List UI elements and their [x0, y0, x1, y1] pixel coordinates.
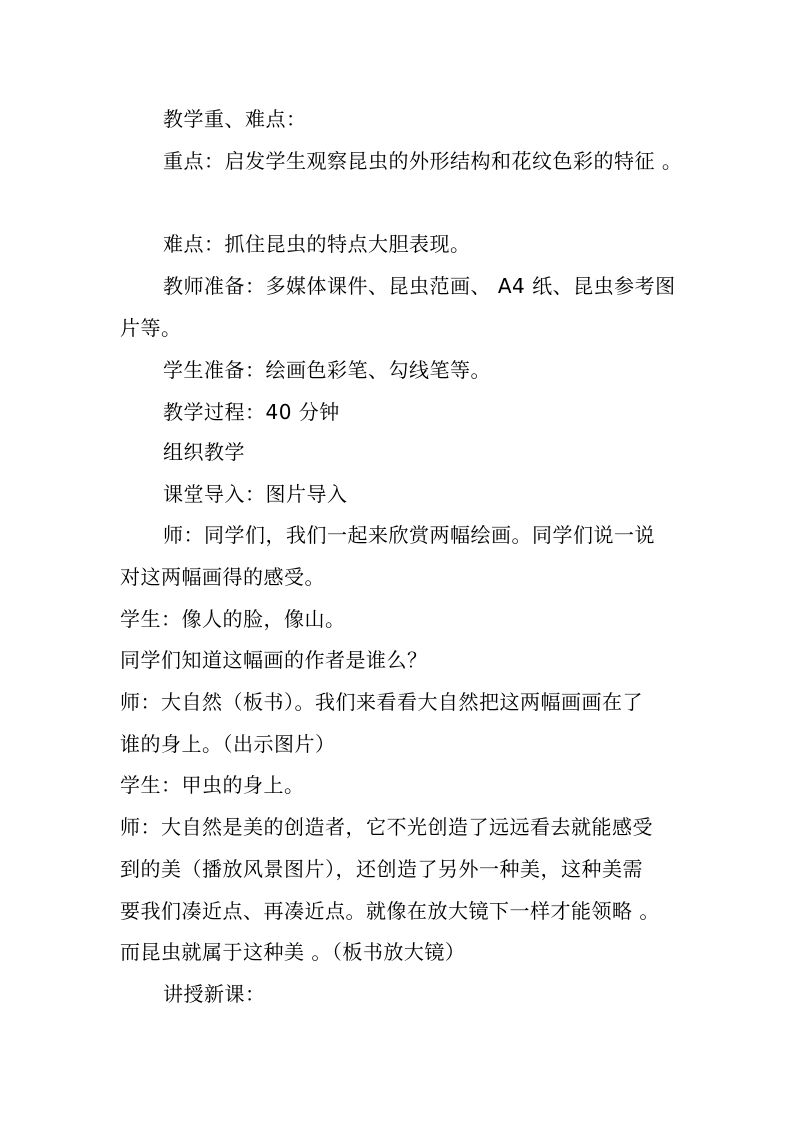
dialogue-teacher-1-line2: 对这两幅画得的感受。 — [120, 565, 325, 589]
paragraph-difficulty: 难点：抓住昆虫的特点大胆表现。 — [163, 232, 471, 256]
dialogue-student-1: 学生：像人的脸，像山。 — [120, 607, 346, 631]
paragraph-key-point: 重点：启发学生观察昆虫的外形结构和花纹色彩的特征 。 — [163, 149, 683, 173]
dialogue-teacher-3-line1: 师：大自然是美的创造者，它不光创造了远远看去就能感受 — [120, 815, 653, 839]
paragraph-student-prep: 学生准备：绘画色彩笔、勾线笔等。 — [163, 358, 491, 382]
section-heading-new-lesson: 讲授新课： — [163, 982, 266, 1006]
paragraph-lesson-intro: 课堂导入：图片导入 — [163, 482, 348, 506]
paragraph-organize-teaching: 组织教学 — [163, 440, 245, 464]
paragraph-teacher-prep-line2: 片等。 — [120, 316, 182, 340]
section-heading-key-points: 教学重、难点： — [163, 107, 307, 131]
dialogue-teacher-2-line1: 师：大自然（板书）。我们来看看大自然把这两幅画画在了 — [120, 690, 643, 714]
dialogue-teacher-2-line2: 谁的身上。（出示图片） — [120, 732, 336, 756]
dialogue-teacher-3-line3: 要我们凑近点、再凑近点。就像在放大镜下一样才能领略 。 — [120, 899, 660, 923]
dialogue-teacher-1-line1: 师：同学们，我们一起来欣赏两幅绘画。同学们说一说 — [163, 523, 655, 547]
dialogue-student-2: 学生：甲虫的身上。 — [120, 773, 305, 797]
paragraph-teaching-process: 教学过程：40 分钟 — [163, 400, 340, 424]
dialogue-question: 同学们知道这幅画的作者是谁么？ — [120, 648, 428, 672]
dialogue-teacher-3-line2: 到的美（播放风景图片），还创造了另外一种美，这种美需 — [120, 857, 643, 881]
paragraph-teacher-prep-line1: 教师准备：多媒体课件、昆虫范画、 A4 纸、昆虫参考图 — [163, 274, 676, 298]
dialogue-teacher-3-line4: 而昆虫就属于这种美 。（板书放大镜） — [120, 940, 466, 964]
